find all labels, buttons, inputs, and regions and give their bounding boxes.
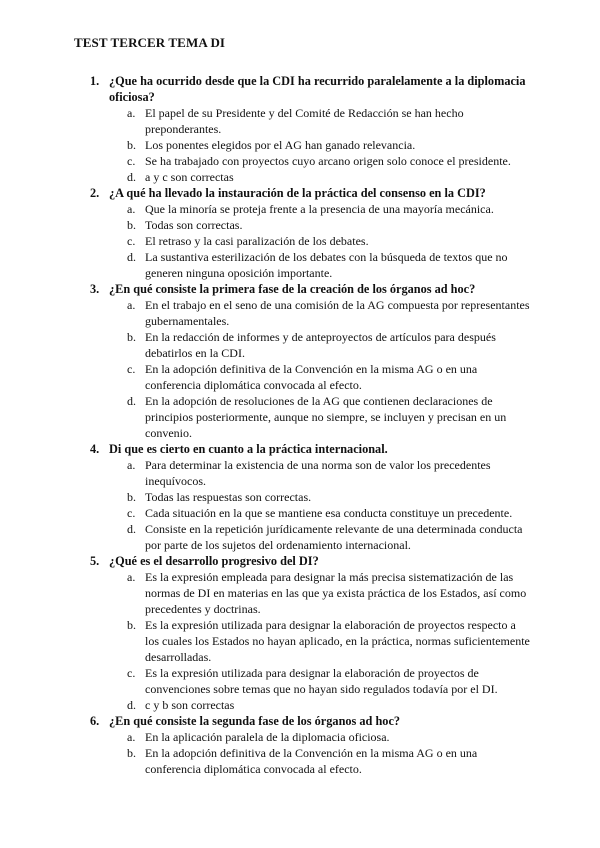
question-6 — [0, 713, 600, 777]
option-b — [0, 217, 600, 233]
option-d — [0, 393, 600, 441]
option-letter: b. — [127, 746, 136, 760]
question-number: 2. — [90, 186, 100, 200]
option-c — [0, 361, 600, 393]
option-text: Los ponentes elegidos por el AG han ganado relevancia. — [145, 138, 416, 152]
option-text: El retraso y la casi paralización de los debates. — [145, 234, 369, 248]
option-d — [0, 249, 600, 281]
question-number: 4. — [90, 442, 100, 456]
option-d — [0, 521, 600, 553]
option-a — [0, 569, 600, 617]
question-number: 5. — [90, 554, 100, 568]
option-letter: b. — [127, 330, 136, 344]
option-letter: c. — [127, 234, 136, 248]
question-number: 1. — [90, 74, 100, 88]
option-letter: c. — [127, 506, 136, 520]
option-text: La sustantiva esterilización de los debates con la búsqueda de textos que no generen ninguna oposición importante. — [145, 250, 508, 280]
option-letter: b. — [127, 618, 136, 632]
option-letter: d. — [127, 522, 136, 536]
question-number: 6. — [90, 714, 100, 728]
option-text: Es la expresión empleada para designar la más precisa sistematización de las normas de DI en materias en las que ya exista práctica de los Estados, así como precedentes y doctrinas. — [145, 570, 527, 616]
question-5 — [0, 553, 600, 713]
option-text: En la adopción definitiva de la Convención en la misma AG o en una conferencia diplomática convocada al efecto. — [145, 362, 478, 392]
option-c — [0, 505, 600, 521]
question-text: ¿A qué ha llevado la instauración de la práctica del consenso en la CDI? — [109, 186, 486, 200]
option-letter: d. — [127, 170, 136, 184]
question-4 — [0, 441, 600, 553]
question-3 — [0, 281, 600, 441]
option-letter: a. — [127, 730, 136, 744]
option-list — [0, 297, 600, 441]
option-letter: a. — [127, 458, 136, 472]
option-d — [0, 169, 600, 185]
option-a — [0, 201, 600, 217]
option-text: En la redacción de informes y de anteproyectos de artículos para después debatirlos en la CDI. — [145, 330, 496, 360]
question-list — [0, 73, 600, 777]
option-letter: d. — [127, 250, 136, 264]
option-text: Para determinar la existencia de una norma son de valor los precedentes inequívocos. — [145, 458, 491, 488]
option-list — [0, 729, 600, 777]
question-text: ¿En qué consiste la segunda fase de los órganos ad hoc? — [109, 714, 401, 728]
option-b — [0, 489, 600, 505]
option-text: Todas son correctas. — [145, 218, 243, 232]
option-text: a y c son correctas — [145, 170, 234, 184]
question-text: ¿Que ha ocurrido desde que la CDI ha recurrido paralelamente a la diplomacia oficiosa? — [109, 74, 526, 104]
option-text: En la adopción de resoluciones de la AG que contienen declaraciones de principios posteriormente, aunque no siempre, se incluyen y precisan en un convenio. — [145, 394, 507, 440]
option-letter: d. — [127, 394, 136, 408]
option-a — [0, 457, 600, 489]
option-letter: c. — [127, 362, 136, 376]
question-text: ¿En qué consiste la primera fase de la creación de los órganos ad hoc? — [109, 282, 476, 296]
option-letter: a. — [127, 298, 136, 312]
option-list — [0, 457, 600, 553]
option-a — [0, 105, 600, 137]
question-text: ¿Qué es el desarrollo progresivo del DI? — [109, 554, 319, 568]
option-list — [0, 569, 600, 713]
option-letter: b. — [127, 218, 136, 232]
option-c — [0, 665, 600, 697]
option-letter: c. — [127, 666, 136, 680]
option-letter: a. — [127, 106, 136, 120]
option-letter: b. — [127, 138, 136, 152]
option-text: Que la minoría se proteja frente a la presencia de una mayoría mecánica. — [145, 202, 494, 216]
option-text: En la adopción definitiva de la Convención en la misma AG o en una conferencia diplomática convocada al efecto. — [145, 746, 478, 776]
option-b — [0, 329, 600, 361]
option-text: Es la expresión utilizada para designar la elaboración de proyectos de convenciones sobre temas que no hayan sido regulados todavía por el DI. — [145, 666, 498, 696]
option-text: En el trabajo en el seno de una comisión de la AG compuesta por representantes gubernamentales. — [145, 298, 530, 328]
option-b — [0, 745, 600, 777]
option-text: Se ha trabajado con proyectos cuyo arcano origen solo conoce el presidente. — [145, 154, 511, 168]
question-1 — [0, 73, 600, 185]
option-text: Todas las respuestas son correctas. — [145, 490, 312, 504]
option-list — [0, 201, 600, 281]
option-text: El papel de su Presidente y del Comité de Redacción se han hecho preponderantes. — [145, 106, 464, 136]
option-letter: b. — [127, 490, 136, 504]
question-number: 3. — [90, 282, 100, 296]
option-a — [0, 297, 600, 329]
option-b — [0, 137, 600, 153]
option-text: Consiste en la repetición jurídicamente relevante de una determinada conducta por parte de los sujetos del ordenamiento internacional. — [145, 522, 523, 552]
option-letter: c. — [127, 154, 136, 168]
option-d — [0, 697, 600, 713]
document-title: TEST TERCER TEMA DI — [74, 35, 226, 50]
option-a — [0, 729, 600, 745]
question-text: Di que es cierto en cuanto a la práctica internacional. — [109, 442, 388, 456]
option-letter: a. — [127, 570, 136, 584]
option-text: Es la expresión utilizada para designar la elaboración de proyectos respecto a los cuales los Estados no hayan aplicado, en la práctica, normas suficientemente desarrolladas. — [145, 618, 530, 664]
option-b — [0, 617, 600, 665]
option-text: Cada situación en la que se mantiene esa conducta constituye un precedente. — [145, 506, 513, 520]
option-text: c y b son correctas — [145, 698, 235, 712]
option-list — [0, 105, 600, 185]
option-text: En la aplicación paralela de la diplomacia oficiosa. — [145, 730, 390, 744]
question-2 — [0, 185, 600, 281]
option-c — [0, 153, 600, 169]
option-letter: d. — [127, 698, 136, 712]
option-c — [0, 233, 600, 249]
option-letter: a. — [127, 202, 136, 216]
